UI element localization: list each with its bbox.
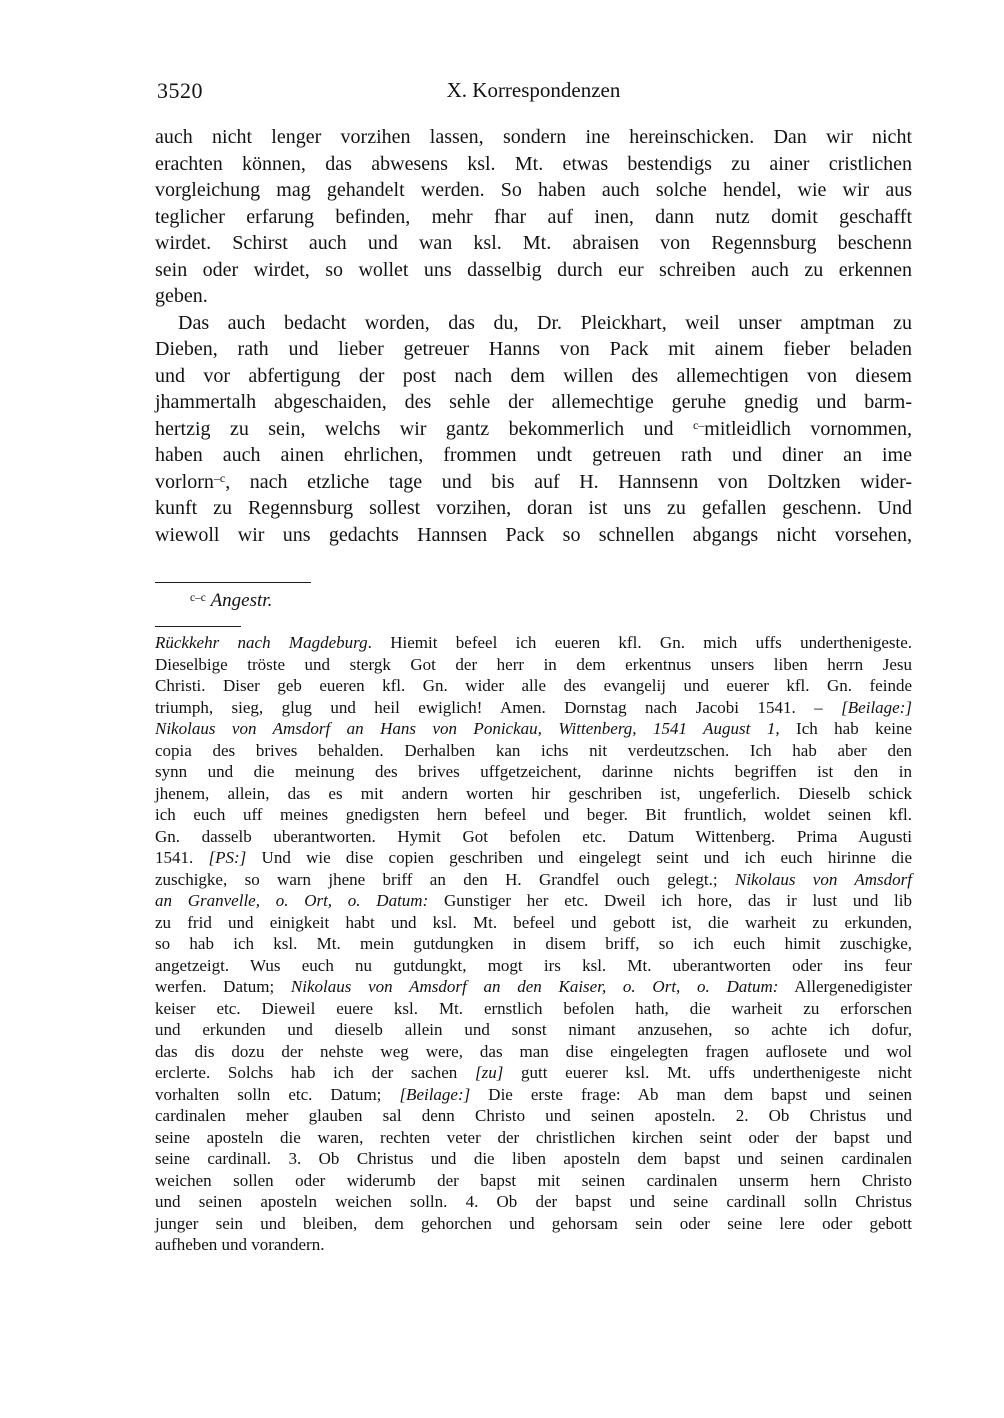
- italic-text-run: [PS:]: [208, 848, 247, 867]
- text-line: [155, 1041, 912, 1063]
- text-run: und erkunden und dieselb allein und sonst nimant anzusehen, so achte ich dofur,: [155, 1020, 912, 1039]
- text-line: [155, 310, 912, 337]
- text-run: haben auch ainen ehrlichen, frommen undt getreuen rath und diner an ime: [155, 444, 912, 466]
- text-line: [155, 1213, 912, 1235]
- text-line: [155, 804, 912, 826]
- text-run: wiewoll wir uns gedachts Hannsen Pack so schnellen abgangs nicht vorsehen,: [155, 523, 912, 546]
- body-paragraph-1: [155, 124, 912, 310]
- text-run: angetzeigt. Wus euch nu gutdungkt, mogt irs ksl. Mt. uberantworten oder ins feur: [155, 955, 912, 975]
- text-line: [155, 1105, 912, 1127]
- text-run: sein oder wirdet, so wollet uns dasselbig durch eur schreiben auch zu erkennen: [155, 258, 912, 281]
- text-run: Gn. dasselb uberantworten. Hymit Got befolen etc. Datum Wittenberg. Prima Augusti: [155, 826, 912, 846]
- text-run: werfen. Datum;: [155, 977, 291, 996]
- text-line: [155, 675, 912, 697]
- italic-text-run: [zu]: [474, 1063, 504, 1082]
- text-line: [155, 469, 912, 496]
- text-run: vorlorn: [155, 470, 214, 493]
- text-run: Gunstiger her etc. Dweil ich hore, das ir lust und lib: [428, 891, 913, 910]
- text-line: [155, 204, 912, 231]
- critical-apparatus-footnote: [155, 590, 912, 616]
- text-line: [155, 697, 912, 719]
- text-run: erclerte. Solchs hab ich der sachen: [155, 1063, 475, 1082]
- text-line: [155, 718, 912, 740]
- text-run: Und wie dise copien geschriben und eingelegt seint und ich euch hirinne die: [246, 848, 912, 867]
- footnote-separator-rule: [155, 582, 311, 583]
- text-line: [155, 740, 912, 762]
- italic-text-run: [Beilage:]: [841, 697, 912, 717]
- text-run: triumph, sieg, glug und heil ewiglich! Amen. Dornstag nach Jacobi 1541. –: [155, 697, 842, 717]
- text-line: [155, 522, 912, 549]
- text-run: Ich hab keine: [779, 719, 912, 738]
- italic-text-run: Rückkehr nach Magdeburg: [155, 633, 368, 652]
- text-line: [155, 177, 912, 204]
- text-line: [155, 826, 912, 848]
- text-run: copia des brives behalden. Derhalben kan ichs nit verdeutzschen. Ich hab aber den: [155, 740, 912, 760]
- text-line: [155, 761, 912, 783]
- text-line: [155, 363, 912, 390]
- text-line: [155, 257, 912, 284]
- italic-text-run: [Beilage:]: [399, 1084, 471, 1104]
- text-run: Allergenedigister: [778, 977, 912, 996]
- text-run: Die erste frage: Ab man dem bapst und seinen: [470, 1084, 912, 1104]
- text-line: [155, 1191, 912, 1213]
- text-run: aufheben und vorandern.: [155, 1235, 325, 1254]
- text-line: [155, 847, 912, 869]
- text-line: [155, 1170, 912, 1192]
- body-paragraph-2: [155, 310, 912, 549]
- text-line: [155, 442, 912, 469]
- text-run: teglicher erfarung befinden, mehr fhar auf inen, dann nutz domit geschafft: [155, 205, 912, 228]
- text-run: jhenem, allein, das es mit andern worten hir geschriben ist, ungeferlich. Dieselb schick: [155, 783, 912, 803]
- page-header: [155, 78, 912, 104]
- text-run: so hab ich ksl. Mt. mein gutdungken in disem briff, so ich euch himit zuschigke,: [155, 934, 912, 953]
- text-run: auch nicht lenger vorzihen lassen, sondern ine hereinschicken. Dan wir nicht: [155, 126, 912, 148]
- text-run: synn und die meinung des brives uffgetzeichent, darinne nichts begriffen ist den in: [155, 762, 912, 781]
- superscript-note-marker: c–: [692, 418, 705, 433]
- text-run: hertzig zu sein, welchs wir gantz bekommerlich und: [155, 417, 693, 440]
- italic-text-run: Nikolaus von Amsdorf: [735, 869, 913, 889]
- text-run: seine aposteln die waren, rechten veter der christlichen kirchen seint oder der bapst und: [155, 1127, 912, 1147]
- text-run: vorgleichung mag gehandelt werden. So haben auch solche hendel, wie wir aus: [155, 179, 912, 201]
- text-run: erachten können, das abwesens ksl. Mt. etwas bestendigs zu ainer cristlichen: [155, 152, 912, 175]
- text-run: jhammertalh abgeschaiden, des sehle der allemechtige geruhe gnedig und barm-: [155, 391, 912, 413]
- italic-text-run: Nikolaus von Amsdorf an Hans von Ponickau, Wittenberg, 1541 August 1,: [155, 719, 780, 738]
- italic-text-run: an Granvelle, o. Ort, o. Datum:: [155, 891, 429, 910]
- text-line: [155, 389, 912, 416]
- main-text: [155, 124, 912, 548]
- text-line: [155, 933, 912, 955]
- text-run: geben.: [155, 285, 208, 307]
- text-run: zu frid und einigkeit habt und ksl. Mt. befeel und gebott ist, die warheit zu erkunden,: [155, 912, 912, 932]
- text-line: [155, 783, 912, 805]
- running-header-title: X. Korrespondenzen: [446, 78, 621, 102]
- text-run: Dieben, rath und lieber getreuer Hanns von Pack mit ainem fieber beladen: [155, 338, 912, 360]
- text-line: [155, 151, 912, 178]
- text-line: [155, 912, 912, 934]
- commentary-separator-rule: [155, 626, 241, 627]
- text-run: Dieselbige tröste und stergk Got der herr in dem erkentnus unsers liben herrn Jesu: [155, 654, 912, 674]
- text-run: wirdet. Schirst auch und wan ksl. Mt. abraisen von Regennsburg beschenn: [155, 232, 912, 254]
- text-line: [155, 998, 912, 1020]
- text-line: [155, 495, 912, 522]
- text-run: das dis dozu der nehste weg were, das man dise eingelegten fragen auflosete und wol: [155, 1041, 912, 1061]
- text-line: [155, 124, 912, 151]
- text-line: [155, 869, 912, 891]
- text-line: [155, 283, 912, 310]
- text-run: . Hiemit befeel ich eueren kfl. Gn. mich uffs underthenigeste.: [367, 633, 912, 652]
- text-run: vorhalten solln etc. Datum;: [155, 1084, 400, 1104]
- text-line: [155, 1234, 912, 1256]
- superscript-note-marker: –c: [213, 471, 226, 486]
- text-run: Das auch bedacht worden, das du, Dr. Pleickhart, weil unser amptman zu: [178, 311, 912, 334]
- superscript-note-marker: c–c: [190, 591, 206, 604]
- text-run: zuschigke, so warn jhene briff an den H. Grandfel ouch gelegt.;: [155, 869, 735, 889]
- text-line: [155, 976, 912, 998]
- text-run: seine cardinall. 3. Ob Christus und die liben aposteln dem bapst und seinen cardinalen: [155, 1149, 912, 1168]
- text-run: cardinalen meher glauben sal denn Christo und seinen aposteln. 2. Ob Christus und: [155, 1106, 912, 1125]
- text-run: 1541.: [155, 848, 209, 867]
- text-run: gutt euerer ksl. Mt. uffs underthenigeste nicht: [503, 1063, 912, 1082]
- text-line: [190, 590, 912, 612]
- text-line: [155, 1062, 912, 1084]
- text-line: [155, 955, 912, 977]
- text-line: [155, 632, 912, 654]
- text-line: [155, 416, 912, 443]
- text-run: junger sein und bleiben, dem gehorchen und gehorsam sein oder seine lere oder gebott: [155, 1213, 912, 1233]
- commentary-apparatus: [155, 632, 912, 1256]
- page-number: 3520: [157, 78, 203, 103]
- text-line: [155, 230, 912, 257]
- text-run: und seinen aposteln weichen solln. 4. Ob der bapst und seine cardinall solln Christus: [155, 1192, 912, 1211]
- text-run: mitleidlich vornommen,: [704, 417, 912, 440]
- text-run: ich euch uff meines gnedigsten hern befeel und beger. Bit fruntlich, woldet seinen kfl.: [155, 805, 912, 824]
- italic-text-run: Angestr.: [210, 590, 273, 611]
- italic-text-run: Nikolaus von Amsdorf an den Kaiser, o. Ort, o. Datum:: [290, 977, 779, 996]
- text-line: [155, 1148, 912, 1170]
- text-run: und vor abfertigung der post nach dem willen des allemechtigen von diesem: [155, 364, 912, 387]
- text-line: [155, 654, 912, 676]
- text-run: kunft zu Regennsburg sollest vorzihen, doran ist uns zu gefallen geschenn. Und: [155, 497, 912, 519]
- text-run: , nach etzliche tage und bis auf H. Hannsenn von Doltzken wider-: [225, 470, 912, 493]
- text-line: [155, 1127, 912, 1149]
- text-run: Christi. Diser geb eueren kfl. Gn. wider alle des evangelij und euerer kfl. Gn. feinde: [155, 676, 912, 695]
- text-line: [155, 890, 912, 912]
- text-line: [155, 1019, 912, 1041]
- text-line: [155, 336, 912, 363]
- text-run: keiser etc. Dieweil euere ksl. Mt. ernstlich befolen hath, die warheit zu erforschen: [155, 998, 912, 1018]
- text-run: weichen sollen oder widerumb der bapst mit seinen cardinalen unserm hern Christo: [155, 1170, 912, 1190]
- text-line: [155, 1084, 912, 1106]
